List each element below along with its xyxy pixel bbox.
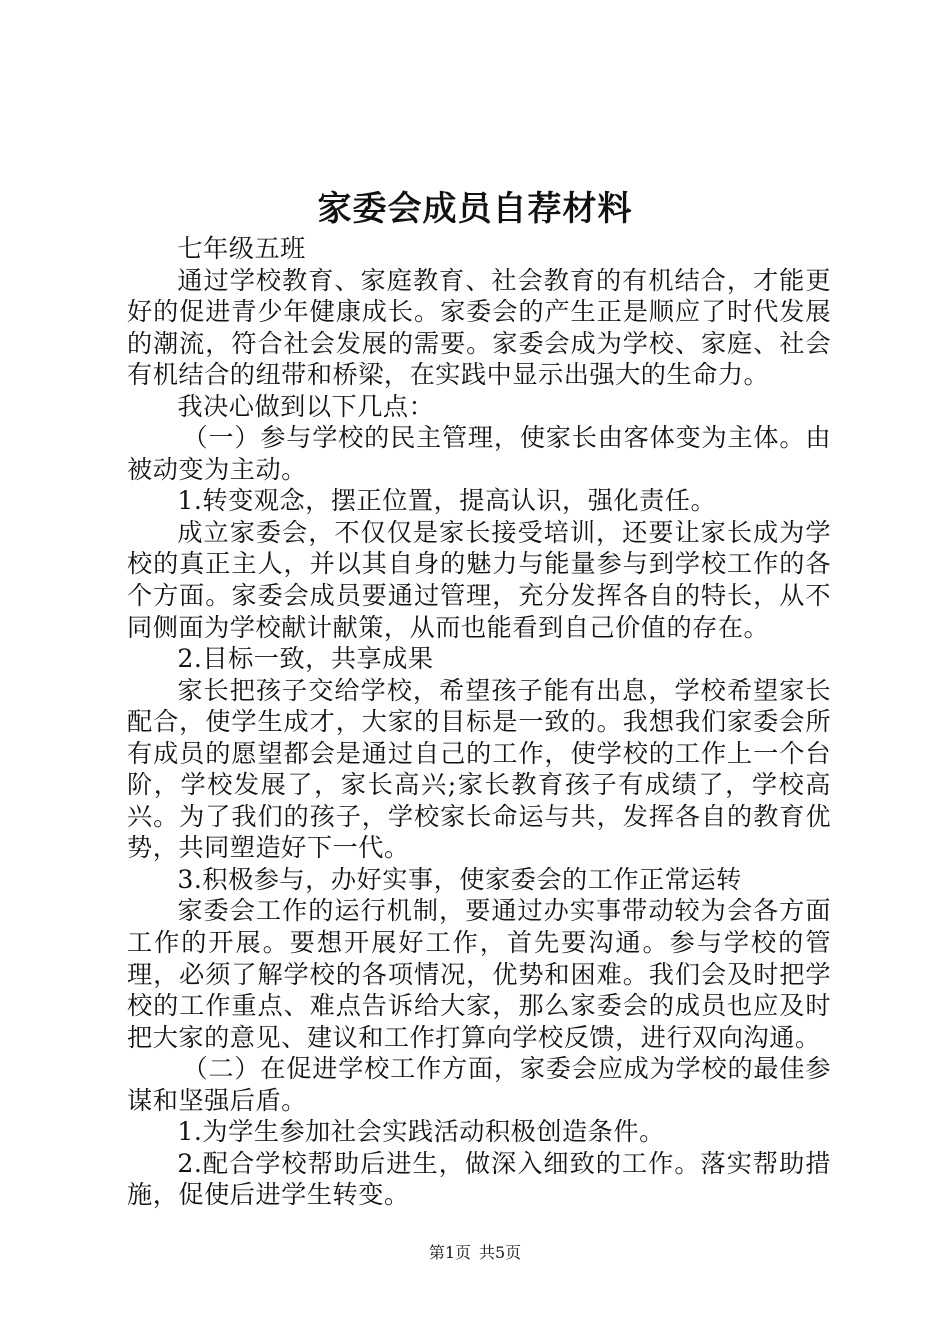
document-title: 家委会成员自荐材料 bbox=[317, 189, 633, 229]
section-two-point-two: 2.配合学校帮助后进生，做深入细致的工作。落实帮助措施，促使后进学生转变。 bbox=[127, 1148, 831, 1210]
point-one-heading: 1.转变观念，摆正位置，提高认识，强化责任。 bbox=[177, 486, 717, 516]
page-number: 第1页 bbox=[428, 1243, 471, 1262]
intro-paragraph: 通过学校教育、家庭教育、社会教育的有机结合，才能更好的促进青少年健康成长。家委会的产生正是顺应了时代发展的潮流，符合社会发展的需要。家委会成为学校、家庭、社会有机结合的纽带和桥梁，在实践中显示出强大的生命力。 bbox=[127, 265, 831, 390]
point-two-heading: 2.目标一致，共享成果 bbox=[177, 644, 434, 674]
resolution-line: 我决心做到以下几点： bbox=[177, 391, 435, 421]
document-body bbox=[127, 233, 831, 1211]
section-two-heading: （二）在促进学校工作方面，家委会应成为学校的最佳参谋和坚强后盾。 bbox=[127, 1054, 831, 1115]
point-three-heading: 3.积极参与，办好实事，使家委会的工作正常运转 bbox=[177, 864, 742, 894]
point-three-paragraph: 家委会工作的运行机制，要通过办实事带动较为会各方面工作的开展。要想开展好工作，首先要沟通。参与学校的管理，必须了解学校的各项情况，优势和困难。我们会及时把学校的工作重点、难点告诉给大家，那么家委会的成员也应及时把大家的意见、建议和工作打算向学校反馈，进行双向沟通。 bbox=[127, 896, 831, 1052]
section-two-point-one: 1.为学生参加社会实践活动积极创造条件。 bbox=[177, 1117, 665, 1147]
page-footer bbox=[0, 1243, 950, 1263]
page-total: 共5页 bbox=[479, 1243, 522, 1262]
point-one-paragraph: 成立家委会，不仅仅是家长接受培训，还要让家长成为学校的真正主人，并以其自身的魅力与能量参与到学校工作的各个方面。家委会成员要通过管理，充分发挥各自的特长，从不同侧面为学校献计献策，从而也能看到自己价值的存在。 bbox=[127, 517, 831, 642]
section-one-heading: （一）参与学校的民主管理，使家长由客体变为主体。由被动变为主动。 bbox=[127, 423, 831, 484]
class-name-line: 七年级五班 bbox=[177, 234, 306, 263]
point-two-paragraph: 家长把孩子交给学校，希望孩子能有出息，学校希望家长配合，使学生成才，大家的目标是一致的。我想我们家委会所有成员的愿望都会是通过自己的工作，使学校的工作上一个台阶，学校发展了，家长高兴;家长教育孩子有成绩了，学校高兴。为了我们的孩子，学校家长命运与共，发挥各自的教育优势，共同塑造好下一代。 bbox=[127, 675, 831, 863]
